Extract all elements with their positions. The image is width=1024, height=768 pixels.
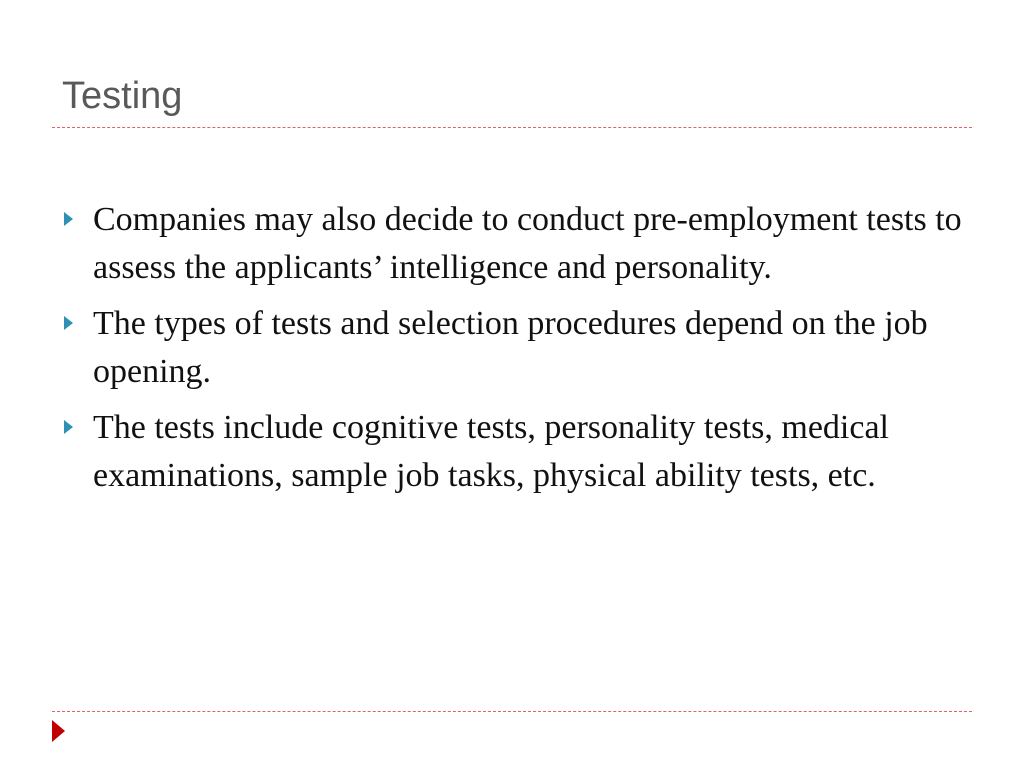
bullet-triangle-icon bbox=[64, 212, 73, 226]
footer-divider bbox=[52, 711, 972, 712]
title-divider bbox=[52, 127, 972, 128]
bullet-triangle-icon bbox=[64, 316, 73, 330]
bullet-text: The tests include cognitive tests, personality tests, medical examinations, sample job tasks, physical ability tests, etc. bbox=[93, 409, 889, 494]
bullet-item bbox=[62, 404, 974, 500]
bullet-item bbox=[62, 300, 974, 396]
bullet-triangle-icon bbox=[64, 420, 73, 434]
bullet-text: Companies may also decide to conduct pre-employment tests to assess the applicants’ intelligence and personality. bbox=[93, 201, 962, 286]
bullet-text: The types of tests and selection procedures depend on the job opening. bbox=[93, 305, 928, 390]
slide-title: Testing bbox=[62, 75, 183, 117]
corner-triangle-icon bbox=[52, 720, 65, 742]
bullet-list bbox=[62, 196, 974, 508]
bullet-item bbox=[62, 196, 974, 292]
